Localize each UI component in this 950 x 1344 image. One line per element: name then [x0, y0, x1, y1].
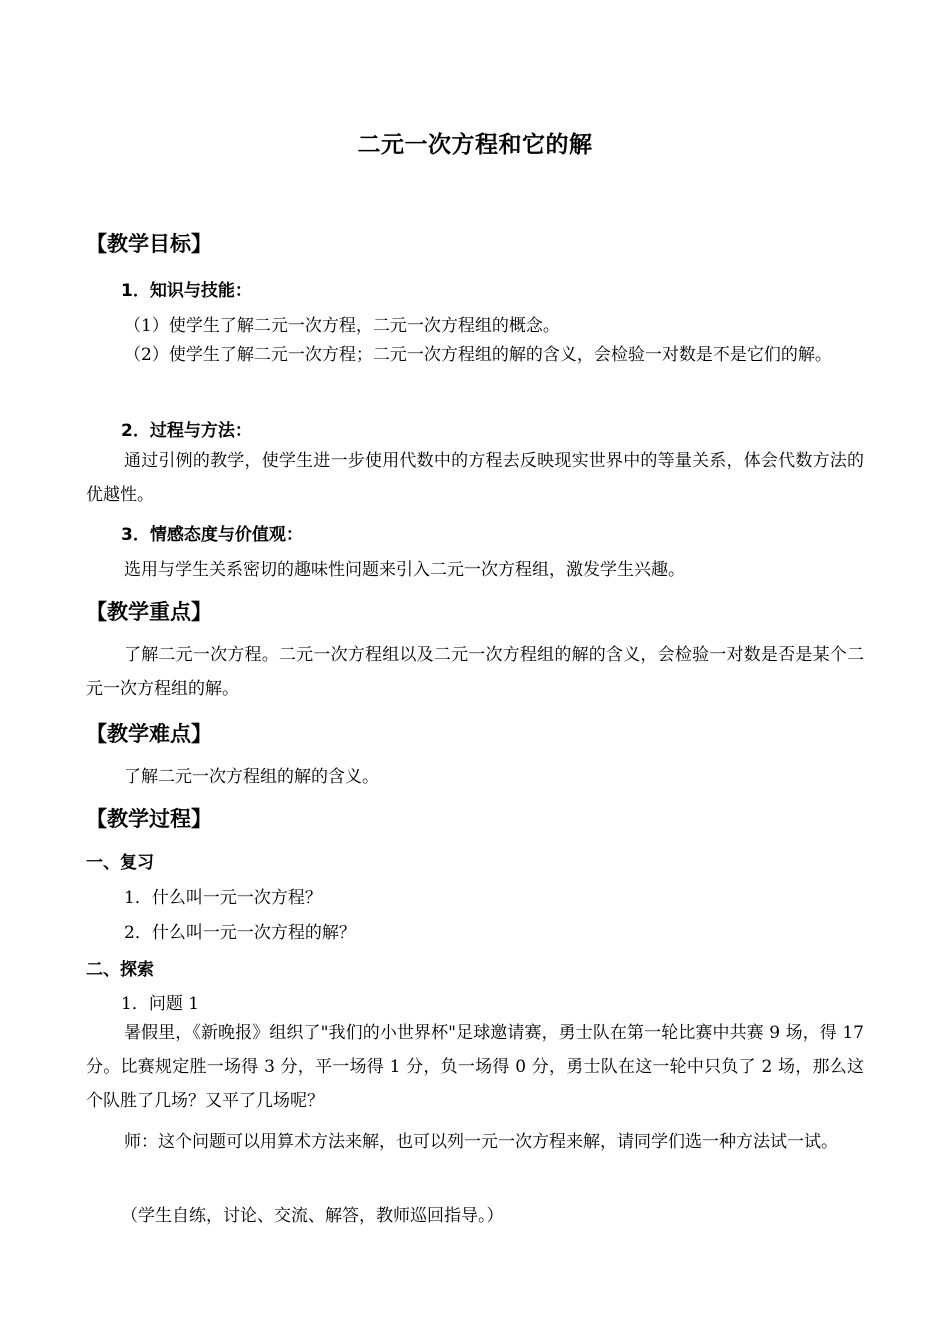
document-title: 二元一次方程和它的解 [357, 132, 593, 158]
subheading-process-method: 2．过程与方法： [121, 421, 252, 441]
problem-text: 暑假里，《新晚报》组织了"我们的小世界杯"足球邀请赛，勇士队在第一轮比赛中共赛 9 场，得 17 分。比赛规定胜一场得 3 分，平一场得 1 分，负一场得 0 分，勇士队在这一轮中只负了 2 场，那么这个队胜了几场？又平了几场呢？ [86, 1023, 864, 1111]
review-question-2: 2．什么叫一元一次方程的解？ [124, 923, 356, 943]
part-explore: 二、探索 [86, 960, 154, 980]
heading-objectives: 【教学目标】 [86, 232, 212, 256]
key-points-text: 了解二元一次方程。二元一次方程组以及二元一次方程组的解的含义，会检验一对数是否是某个二元一次方程组的解。 [86, 645, 864, 699]
objective-item-2: （2）使学生了解二元一次方程；二元一次方程组的解的含义，会检验一对数是不是它们的解。 [124, 345, 832, 365]
process-method-text: 通过引例的教学，使学生进一步使用代数中的方程去反映现实世界中的等量关系，体会代数方法的优越性。 [86, 451, 864, 505]
heading-process: 【教学过程】 [86, 807, 212, 831]
problem-label: 1．问题 1 [121, 994, 200, 1014]
objective-item-1: （1）使学生了解二元一次方程，二元一次方程组的概念。 [124, 316, 560, 336]
review-question-1: 1．什么叫一元一次方程？ [124, 888, 322, 908]
teacher-remark: 师：这个问题可以用算术方法来解，也可以列一元一次方程来解，请同学们选一种方法试一试。 [124, 1132, 838, 1152]
subheading-knowledge-skills: 1．知识与技能： [121, 281, 252, 301]
subheading-attitude-values: 3．情感态度与价值观： [121, 525, 303, 545]
heading-key-points: 【教学重点】 [86, 600, 212, 624]
part-review: 一、复习 [86, 853, 154, 873]
difficulties-text: 了解二元一次方程组的解的含义。 [124, 767, 379, 787]
classroom-note: （学生自练，讨论、交流、解答，教师巡回指导。） [121, 1206, 504, 1226]
heading-difficulties: 【教学难点】 [86, 722, 212, 746]
attitude-values-text: 选用与学生关系密切的趣味性问题来引入二元一次方程组，激发学生兴趣。 [124, 560, 685, 580]
